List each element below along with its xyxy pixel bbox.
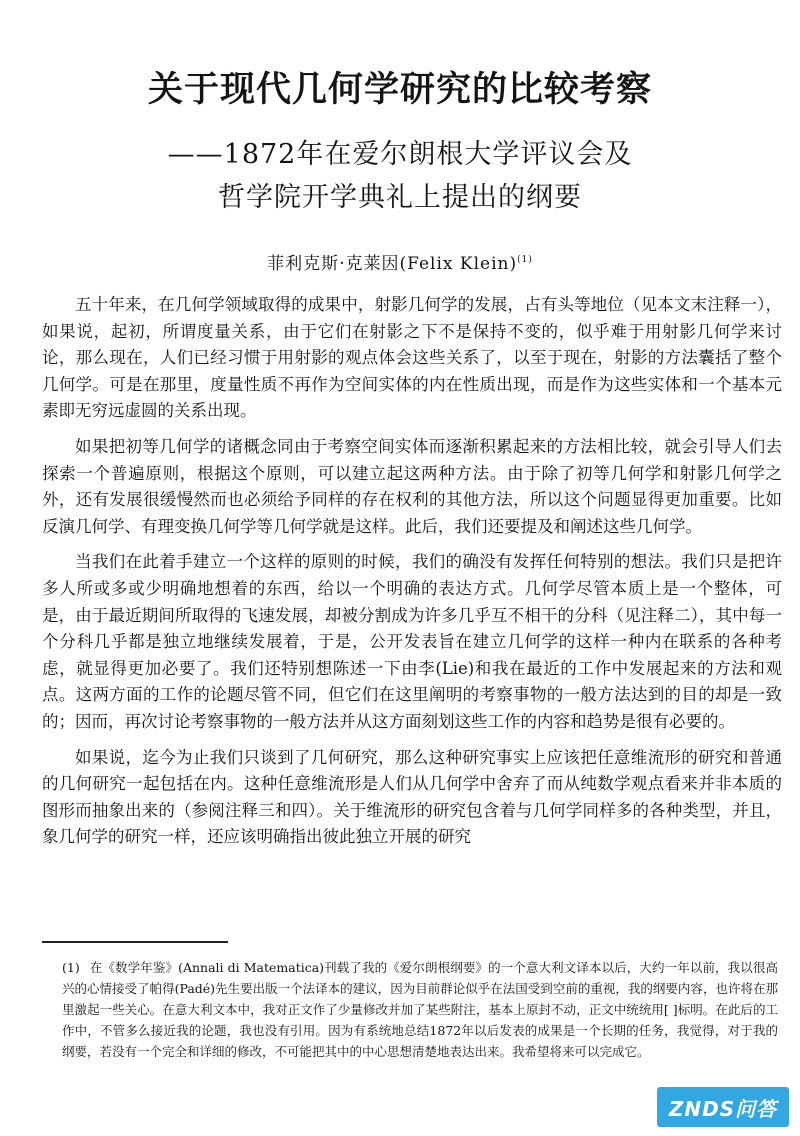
paragraph: 五十年来，在几何学领域取得的成果中，射影几何学的发展，占有头等地位（见本文末注释一），如果说，起初，所谓度量关系，由于它们在射影之下不是保持不变的，似乎难于用射影几何学来讨论，那么现在，人们已经习惯于用射影的观点体会这些关系了，以至于现在，射影的方法囊括了整个几何学。可是在那里，度量性质不再作为空间实体的内在性质出现，而是作为这些实体和一个基本元素即无穷远虚圆的关系出现。 [42,295,782,421]
watermark-logo [657,1087,789,1127]
author-footnote-mark: (1) [517,255,533,265]
subtitle-line-1: ——1872年在爱尔朗根大学评议会及 [167,139,633,170]
author-line [0,249,800,274]
footnote [62,957,778,1062]
watermark-text: ZNDS问答 [668,1096,778,1121]
footnote-text: 在《数学年鉴》(Annali di Matematica)刊载了我的《爱尔朗根纲要》的一个意大利文译本以后，大约一年以前，我以很高兴的心情接受了帕得(Padé)先生要出版一个法译本的建议，因为目前群论似乎在法国受到空前的重视，我的纲要内容，也许将在那里激起一些关心。在意大利文本中，我对正文作了少量修改并加了某些附注，基本上原封不动，正文中统统用[ ]标明。在此后的工作中，不管多么接近我的论题，我也没有引用。因为有系统地总结1872年以后发表的成果是一个长期的任务，我觉得，对于我的纲要，若没有一个完全和详细的修改，不可能把其中的中心思想清楚地表达出来。我希望将来可以完成它。 [62,960,778,1059]
footnote-number: (1) [62,960,80,975]
subtitle-line-2: 哲学院开学典礼上提出的纲要 [218,182,582,213]
body-text [42,292,782,860]
paper-title: 关于现代几何学研究的比较考察 [147,70,652,110]
footnote-divider [42,941,228,943]
paragraph: 如果说，迄今为止我们只谈到了几何研究，那么这种研究事实上应该把任意维流形的研究和普通的几何研究一起包括在内。这种任意维流形是人们从几何学中舍弃了而从纯数学观点看来并非本质的图形而抽象出来的（参阅注释三和四）。关于维流形的研究包含着与几何学同样多的各种类型，并且，象几何学的研究一样，还应该明确指出彼此独立开展的研究 [42,747,782,847]
paragraph: 如果把初等几何学的诸概念同由于考察空间实体而逐渐积累起来的方法相比较，就会引导人们去探索一个普遍原则，根据这个原则，可以建立起这两种方法。由于除了初等几何学和射影几何学之外，还有发展很缓慢然而也必须给予同样的存在权利的其他方法，所以这个问题显得更加重要。比如反演几何学、有理变换几何学等几何学就是这样。此后，我们还要提及和阐述这些几何学。 [42,436,782,536]
paragraph: 当我们在此着手建立一个这样的原则的时候，我们的确没有发挥任何特别的想法。我们只是把许多人所或多或少明确地想着的东西，给以一个明确的表达方式。几何学尽管本质上是一个整体，可是，由于最近期间所取得的飞速发展，却被分割成为许多几乎互不相干的分科（见注释二），其中每一个分科几乎都是独立地继续发展着，于是，公开发表旨在建立几何学的这样一种内在联系的各种考虑，就显得更加必要了。我们还特别想陈述一下由李(Lie)和我在最近的工作中发展起来的方法和观点。这两方面的工作的论题尽管不同，但它们在这里阐明的考察事物的一般方法达到的目的却是一致的；因而，再次讨论考察事物的一般方法并从这方面刻划这些工作的内容和趋势是很有必要的。 [42,552,782,731]
author-name: 菲利克斯·克莱因(Felix Klein) [267,254,518,274]
